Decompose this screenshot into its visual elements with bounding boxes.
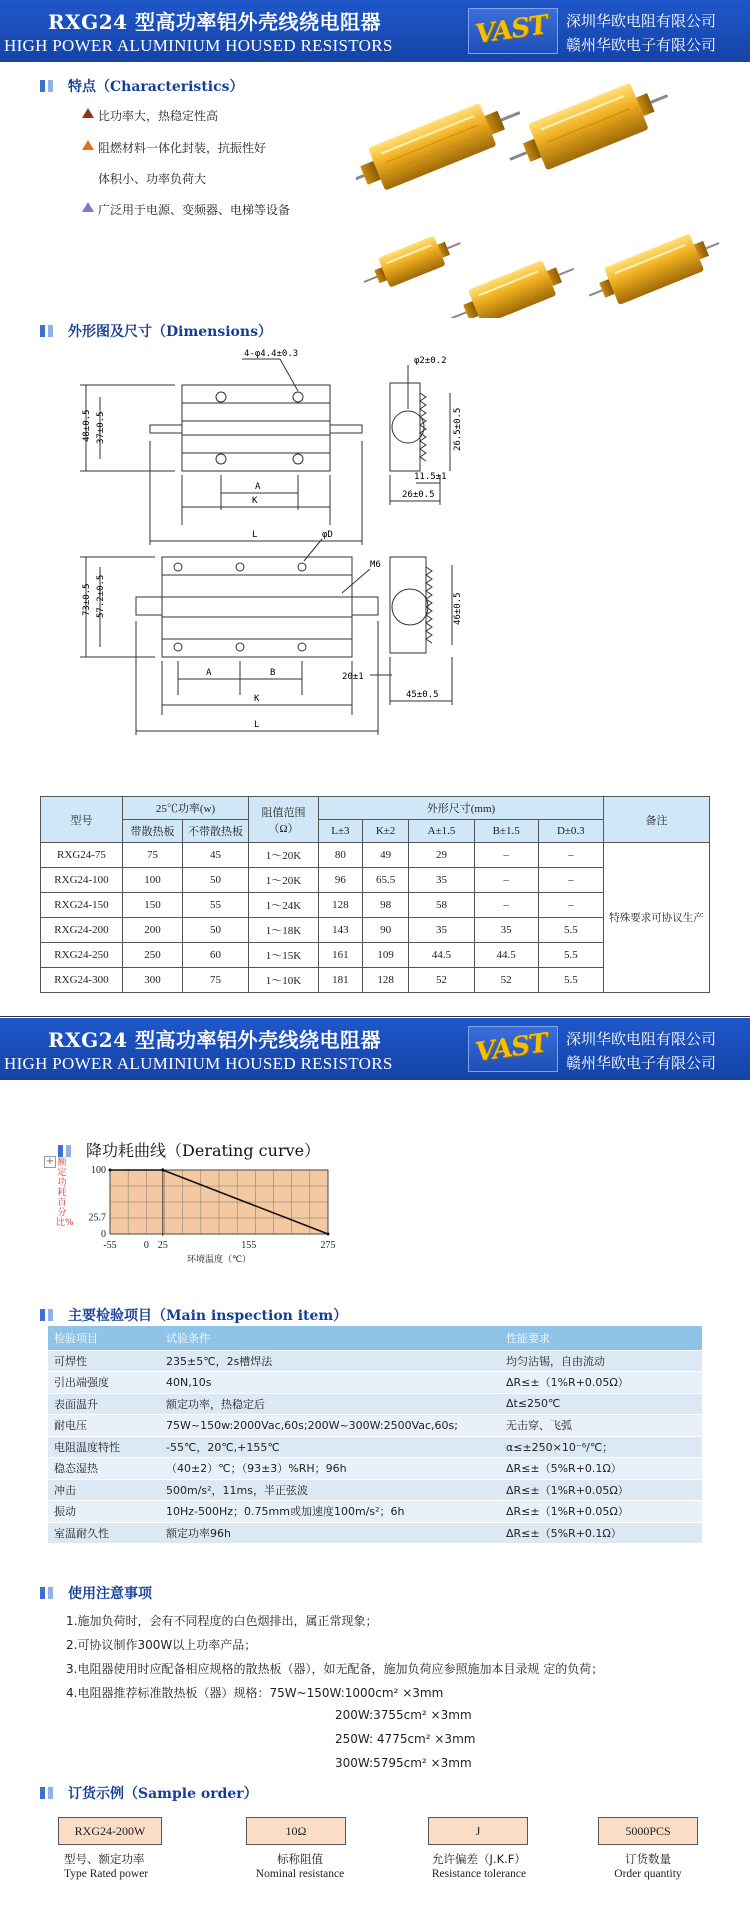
- table-header: 试验条件: [160, 1326, 500, 1350]
- expand-icon[interactable]: +: [45, 1156, 55, 1167]
- feature-item: 体积小、功率负荷大: [98, 172, 207, 186]
- table-row: 稳态湿热 （40±2）℃；（93±3）%RH；96h ΔR≤±（5%R+0.1Ω）: [48, 1458, 702, 1480]
- table-row: 冲击 500m/s²，11ms，半正弦波 ΔR≤±（1%R+0.05Ω）: [48, 1479, 702, 1501]
- table-header: 25℃功率(w): [123, 797, 249, 820]
- svg-text:57.2±0.5: 57.2±0.5: [96, 574, 106, 618]
- order-box-resistance: 10Ω: [246, 1817, 346, 1845]
- table-row: RXG24-200 200 50 1～18K 143 90 35 35 5.5: [41, 918, 710, 943]
- header-title-en: HIGH POWER ALUMINIUM HOUSED RESISTORS: [4, 36, 393, 55]
- dimension-drawing: [80, 345, 650, 745]
- x-tick-label: 25: [157, 1240, 168, 1251]
- x-axis-label: 环境温度（℃）: [186, 1255, 252, 1265]
- svg-text:M6: M6: [370, 560, 381, 570]
- bullet-triangle-icon: [82, 108, 94, 118]
- inspection-heading: 主要检验项目（Main inspection item）: [40, 1305, 347, 1325]
- table-header: 带散热板: [123, 820, 183, 843]
- characteristics-heading: 特点（Characteristics）: [40, 76, 244, 96]
- svg-text:45±0.5: 45±0.5: [406, 690, 439, 700]
- feature-item: 阻燃材料一体化封装，抗振性好: [98, 139, 266, 156]
- table-row: 电阻温度特性 -55℃，20℃,+155℃ α≤±250×10⁻⁶/℃；: [48, 1436, 702, 1458]
- product-photo: [356, 78, 726, 318]
- order-box-tolerance: J: [428, 1817, 528, 1845]
- table-row: 表面温升 额定功率，热稳定后 Δt≤250℃: [48, 1393, 702, 1415]
- svg-text:11.5±1: 11.5±1: [414, 472, 447, 482]
- order-label: 允许偏差（J.K.F） Resistance tolerance: [431, 1852, 527, 1880]
- svg-text:B: B: [270, 668, 276, 678]
- resistor-image: [356, 90, 528, 203]
- spec-table: [40, 796, 710, 993]
- table-header: 不带散热板: [183, 820, 249, 843]
- svg-text:A: A: [255, 482, 261, 492]
- svg-text:26±0.5: 26±0.5: [402, 490, 435, 500]
- resistor-image: [444, 250, 581, 318]
- header-title-en: HIGH POWER ALUMINIUM HOUSED RESISTORS: [4, 1054, 393, 1073]
- x-tick-label: 155: [241, 1240, 257, 1251]
- order-label: 标称阻值 Nominal resistance: [255, 1852, 345, 1880]
- table-header: A±1.5: [409, 820, 474, 843]
- vast-logo: VAST: [468, 8, 558, 54]
- resistor-image: [358, 227, 466, 296]
- table-row: 引出端强度 40N,10s ΔR≤±（1%R+0.05Ω）: [48, 1372, 702, 1394]
- svg-text:L: L: [254, 720, 260, 730]
- table-row: RXG24-250 250 60 1～15K 161 109 44.5 44.5 5.5: [41, 943, 710, 968]
- table-header: 型号: [41, 797, 123, 843]
- svg-text:φD: φD: [322, 530, 333, 540]
- table-row: RXG24-75 75 45 1～20K 80 49 29 – – 特殊要求可协议生产: [41, 843, 710, 868]
- dimensions-heading: 外形图及尺寸（Dimensions）: [40, 321, 272, 341]
- svg-text:A: A: [206, 668, 212, 678]
- company-name-1: 深圳华欧电阻有限公司: [566, 12, 717, 30]
- header-title-cn: RXG24 型高功率铝外壳线绕电阻器: [48, 10, 382, 34]
- table-header: 备注: [604, 797, 710, 843]
- x-tick-label: 0: [143, 1240, 149, 1251]
- table-header: D±0.3: [538, 820, 603, 843]
- order-box-model: RXG24-200W: [58, 1817, 162, 1845]
- svg-text:37±0.5: 37±0.5: [96, 411, 106, 444]
- table-row: RXG24-150 150 55 1～24K 128 98 58 – –: [41, 893, 710, 918]
- svg-text:46±0.5: 46±0.5: [453, 592, 463, 625]
- y-tick-label: 25.7: [88, 1212, 106, 1224]
- svg-text:L: L: [252, 530, 258, 540]
- data-point: [327, 1233, 330, 1236]
- special-note: 特殊要求可协议生产: [604, 843, 710, 993]
- bullet-triangle-icon: [82, 202, 94, 212]
- resistor-image: [582, 225, 726, 315]
- company-name-2: 赣州华欧电子有限公司: [566, 1054, 717, 1072]
- table-header: K±2: [362, 820, 409, 843]
- svg-text:48±0.5: 48±0.5: [82, 409, 92, 442]
- table-row: RXG24-300 300 75 1～10K 181 128 52 52 5.5: [41, 968, 710, 993]
- table-row: 可焊性 235±5℃，2s槽焊法 均匀沾锡，自由流动: [48, 1350, 702, 1372]
- y-tick-label: 100: [91, 1165, 106, 1176]
- svg-text:73±0.5: 73±0.5: [82, 583, 92, 616]
- order-label: 订货数量 Order quantity: [614, 1852, 682, 1880]
- svg-text:20±1: 20±1: [342, 672, 364, 682]
- notes-heading: 使用注意事项: [40, 1583, 152, 1603]
- note-item: 200W:3755cm² ×3mm: [335, 1708, 472, 1722]
- svg-text:K: K: [254, 694, 260, 704]
- table-header: 阻值范围 （Ω）: [249, 797, 319, 843]
- bullet-triangle-icon: [82, 140, 94, 150]
- svg-text:φ2±0.2: φ2±0.2: [414, 356, 447, 366]
- derating-chart: [68, 1154, 348, 1266]
- resistor-image: [500, 78, 676, 182]
- note-item: 250W: 4775cm² ×3mm: [335, 1732, 476, 1746]
- table-row: 室温耐久性 额定功率96h ΔR≤±（5%R+0.1Ω）: [48, 1522, 702, 1544]
- svg-text:4-φ4.4±0.3: 4-φ4.4±0.3: [244, 349, 299, 359]
- note-item: 2.可协议制作300W以上功率产品；: [66, 1638, 257, 1652]
- header-title-cn: RXG24 型高功率铝外壳线绕电阻器: [48, 1028, 382, 1052]
- note-item: 4.电阻器推荐标准散热板（器）规格：75W~150W:1000cm² ×3mm: [66, 1686, 444, 1700]
- y-tick-label: 0: [101, 1229, 106, 1240]
- feature-item: 广泛用于电源、变频器、电梯等设备: [98, 201, 290, 218]
- table-row: 振动 10Hz-500Hz；0.75mm或加速度100m/s²；6h ΔR≤±（1%R+0.05Ω）: [48, 1501, 702, 1523]
- company-name-1: 深圳华欧电阻有限公司: [566, 1030, 717, 1048]
- svg-text:K: K: [252, 496, 258, 506]
- table-row: RXG24-100 100 50 1～20K 96 65.5 35 – –: [41, 868, 710, 893]
- note-item: 3.电阻器使用时应配备相应规格的散热板（器），如无配备，施加负荷应参照施加本目录规 定的负荷；: [66, 1662, 604, 1676]
- order-box-quantity: 5000PCS: [598, 1817, 698, 1845]
- x-tick-label: -55: [103, 1240, 117, 1251]
- table-header: B±1.5: [474, 820, 538, 843]
- y-axis-label: 额定功耗百分比%: [56, 1158, 74, 1228]
- order-label: 型号、额定功率 Type Rated power: [64, 1852, 149, 1880]
- sample-order-heading: 订货示例（Sample order）: [40, 1783, 258, 1803]
- page-header: [0, 1018, 750, 1080]
- table-header: 检验项目: [48, 1326, 160, 1350]
- page-divider: [0, 1016, 750, 1017]
- table-header: 外形尺寸(mm): [319, 797, 604, 820]
- table-row: 耐电压 75W~150w:2000Vac,60s;200W~300W:2500Vac,60s; 无击穿、飞弧: [48, 1415, 702, 1437]
- x-tick-label: 275: [320, 1240, 336, 1251]
- feature-item: 比功率大，热稳定性高: [98, 107, 218, 124]
- svg-text:26.5±0.5: 26.5±0.5: [453, 407, 463, 451]
- inspection-table: [48, 1326, 702, 1544]
- data-point: [109, 1169, 112, 1172]
- vast-logo: VAST: [468, 1026, 558, 1072]
- table-header: L±3: [319, 820, 363, 843]
- derating-heading: 降功耗曲线（Derating curve）: [58, 1138, 320, 1161]
- table-header: 性能要求: [500, 1326, 702, 1350]
- note-item: 1.施加负荷时，会有不同程度的白色烟排出，属正常现象；: [66, 1614, 378, 1628]
- company-name-2: 赣州华欧电子有限公司: [566, 36, 717, 54]
- page-header: [0, 0, 750, 62]
- note-item: 300W:5795cm² ×3mm: [335, 1756, 472, 1770]
